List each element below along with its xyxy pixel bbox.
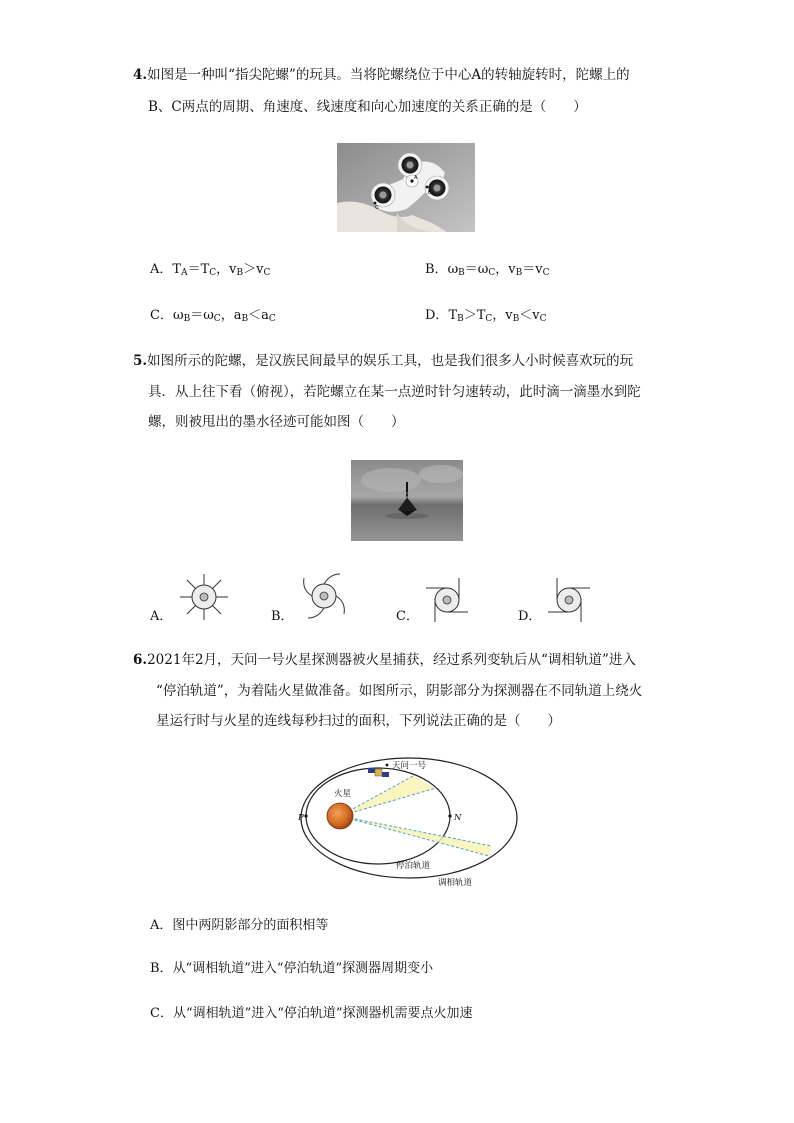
label-b: B (428, 190, 432, 196)
q4-text-1: 如图是一种叫“指尖陀螺”的玩具。当将陀螺绕位于中心A的转轴旋转时，陀螺上的 (147, 67, 630, 83)
ink-trajectory-tangent-reversed-icon (540, 574, 598, 626)
ink-trajectory-tangent-icon (418, 574, 476, 626)
satellite-icon (368, 768, 389, 777)
label-a: A (414, 175, 418, 181)
spinning-top-photo (351, 460, 463, 541)
fidget-spinner-photo (337, 143, 475, 232)
q6-option-a: A．图中两阴影部分的面积相等 (150, 918, 329, 933)
ink-trajectory-radial-icon (175, 572, 233, 622)
mars-orbit-diagram (296, 754, 524, 890)
q5-text-1: 如图所示的陀螺，是汉族民间最早的娱乐工具，也是我们很多人小时候喜欢玩的玩 (147, 353, 634, 369)
label-p: P (298, 813, 304, 823)
q5-option-d-label: D． (518, 609, 542, 624)
q5-line3: 螺，则被甩出的墨水径迹可能如图（ ） (148, 414, 405, 430)
q4-option-c: C．$\omega_B=\omega_C$，$a_B<a_C$ (150, 308, 276, 324)
q6-line3: 星运行时与火星的连线每秒扫过的面积，下列说法正确的是（ ） (156, 713, 561, 729)
q4-line2: B、C两点的周期、角速度、线速度和向心加速度的关系正确的是（ ） (148, 99, 587, 115)
label-phasing-orbit: 调相轨道 (438, 878, 473, 888)
q4-option-b: B．$\omega_B=\omega_C$，$v_B=v_C$ (425, 262, 550, 278)
q6-text-1: 2021年2月，天问一号火星探测器被火星捕获，经过系列变轨后从“调相轨道”进入 (147, 652, 636, 668)
q5-option-b-label: B． (271, 609, 294, 624)
q5-number: 5. (133, 353, 148, 369)
q4-line1 (133, 66, 630, 84)
q5-option-a-label: A． (150, 609, 173, 624)
q4-option-a: A．$T_A=T_C$，$v_B>v_C$ (150, 262, 271, 278)
q5-line1 (133, 352, 633, 370)
label-c: C (375, 205, 379, 211)
q5-line2: 具．从上往下看（俯视），若陀螺立在某一点逆时针匀速转动，此时滴一滴墨水到陀 (148, 384, 641, 400)
q6-option-b: B．从“调相轨道”进入“停泊轨道”探测器周期变小 (150, 961, 434, 976)
q4-option-d: D．$T_B>T_C$，$v_B<v_C$ (425, 308, 547, 324)
q6-option-c: C．从“调相轨道”进入“停泊轨道”探测器机需要点火加速 (150, 1006, 473, 1021)
q4-number: 4. (133, 67, 148, 83)
q6-number: 6. (133, 652, 148, 668)
ink-trajectory-curved-icon (296, 570, 352, 622)
label-probe: 天问一号 (392, 761, 427, 771)
label-parking-orbit: 停泊轨道 (396, 861, 431, 871)
label-n: N (454, 813, 462, 823)
label-mars: 火星 (334, 789, 352, 799)
q5-option-c-label: C． (396, 609, 419, 624)
q6-line1 (133, 651, 636, 669)
q6-line2: “停泊轨道”，为着陆火星做准备。如图所示，阴影部分为探测器在不同轨道上绕火 (156, 683, 643, 699)
